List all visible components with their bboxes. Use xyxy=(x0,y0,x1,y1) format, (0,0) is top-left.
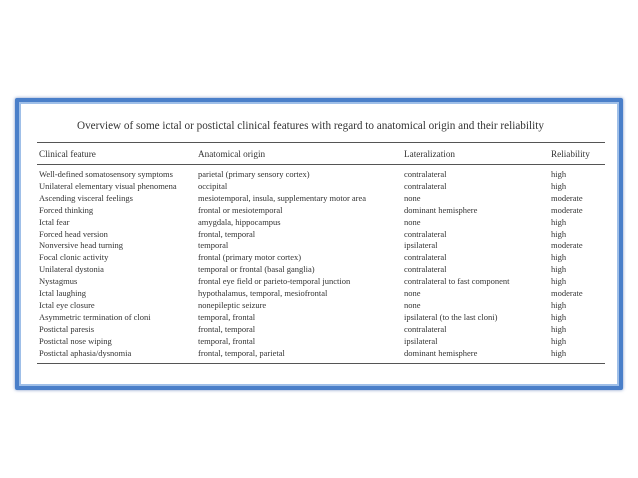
cell-reliability: high xyxy=(551,335,567,346)
cell-anatomical-origin: frontal or mesiotemporal xyxy=(198,204,283,215)
cell-lateralization: contralateral xyxy=(404,228,447,239)
cell-clinical-feature: Well-defined somatosensory symptoms xyxy=(39,169,173,179)
cell-anatomical-origin: frontal eye field or parieto-temporal junction xyxy=(198,276,351,287)
cell-reliability: high xyxy=(551,169,567,179)
table-row xyxy=(37,205,605,217)
cell-anatomical-origin: parietal (primary sensory cortex) xyxy=(198,169,310,179)
table-row xyxy=(37,217,605,229)
cell-reliability: moderate xyxy=(551,288,583,299)
cell-clinical-feature: Nystagmus xyxy=(39,276,78,287)
cell-reliability: moderate xyxy=(551,192,583,203)
cell-anatomical-origin: amygdala, hippocampus xyxy=(198,216,281,227)
cell-lateralization: none xyxy=(404,216,421,227)
table-row xyxy=(37,348,605,363)
header-clinical-feature: Clinical feature xyxy=(39,148,96,159)
table-row xyxy=(37,288,605,300)
cell-lateralization: contralateral to fast component xyxy=(404,276,510,287)
cell-clinical-feature: Postictal nose wiping xyxy=(39,335,112,346)
cell-reliability: moderate xyxy=(551,240,583,251)
cell-clinical-feature: Nonversive head turning xyxy=(39,240,124,251)
cell-lateralization: none xyxy=(404,288,421,299)
cell-reliability: high xyxy=(551,311,567,322)
cell-anatomical-origin: temporal, frontal xyxy=(198,311,256,322)
cell-reliability: moderate xyxy=(551,204,583,215)
table-row xyxy=(37,193,605,205)
cell-lateralization: ipsilateral xyxy=(404,335,438,346)
cell-clinical-feature: Postictal paresis xyxy=(39,323,95,334)
cell-anatomical-origin: hypothalamus, temporal, mesiofrontal xyxy=(198,288,328,299)
cell-clinical-feature: Asymmetric termination of cloni xyxy=(39,311,151,322)
cell-anatomical-origin: temporal xyxy=(198,240,229,251)
cell-clinical-feature: Ascending visceral feelings xyxy=(39,192,133,203)
cell-reliability: high xyxy=(551,323,567,334)
table-row xyxy=(37,240,605,252)
table-row xyxy=(37,181,605,193)
cell-reliability: high xyxy=(551,228,567,239)
cell-clinical-feature: Postictal aphasia/dysnomia xyxy=(39,347,132,358)
blue-frame xyxy=(15,98,623,390)
table-row xyxy=(37,264,605,276)
table-row xyxy=(37,276,605,288)
cell-reliability: high xyxy=(551,276,567,287)
cell-anatomical-origin: occipital xyxy=(198,180,228,191)
cell-reliability: high xyxy=(551,252,567,263)
cell-anatomical-origin: frontal (primary motor cortex) xyxy=(198,252,302,263)
table-header-row xyxy=(37,143,605,165)
cell-clinical-feature: Focal clonic activity xyxy=(39,252,109,263)
cell-reliability: high xyxy=(551,264,567,275)
cell-anatomical-origin: frontal, temporal xyxy=(198,323,256,334)
cell-anatomical-origin: temporal, frontal xyxy=(198,335,256,346)
cell-clinical-feature: Ictal laughing xyxy=(39,288,86,299)
cell-lateralization: contralateral xyxy=(404,180,447,191)
table-row xyxy=(37,336,605,348)
cell-reliability: high xyxy=(551,180,567,191)
table-row xyxy=(37,324,605,336)
clinical-features-table xyxy=(37,142,605,364)
cell-lateralization: none xyxy=(404,299,421,310)
cell-clinical-feature: Forced thinking xyxy=(39,204,94,215)
table-row xyxy=(37,165,605,181)
cell-lateralization: contralateral xyxy=(404,264,447,275)
header-lateralization: Lateralization xyxy=(404,148,456,159)
cell-clinical-feature: Unilateral elementary visual phenomena xyxy=(39,180,177,191)
table-row xyxy=(37,300,605,312)
table-caption: Overview of some ictal or postictal clinical features with regard to anatomical origin and their reliability xyxy=(77,120,544,132)
cell-anatomical-origin: frontal, temporal, parietal xyxy=(198,347,285,358)
cell-anatomical-origin: frontal, temporal xyxy=(198,228,256,239)
cell-lateralization: dominant hemisphere xyxy=(404,204,478,215)
cell-clinical-feature: Forced head version xyxy=(39,228,108,239)
table-row xyxy=(37,312,605,324)
cell-lateralization: ipsilateral (to the last cloni) xyxy=(404,311,498,322)
cell-reliability: high xyxy=(551,299,567,310)
cell-clinical-feature: Ictal eye closure xyxy=(39,299,95,310)
table-panel xyxy=(19,102,619,386)
cell-lateralization: ipsilateral xyxy=(404,240,438,251)
cell-lateralization: contralateral xyxy=(404,252,447,263)
header-anatomical-origin: Anatomical origin xyxy=(198,148,266,159)
cell-reliability: high xyxy=(551,216,567,227)
cell-anatomical-origin: temporal or frontal (basal ganglia) xyxy=(198,264,315,275)
header-reliability: Reliability xyxy=(551,148,590,159)
table-row xyxy=(37,229,605,241)
cell-lateralization: contralateral xyxy=(404,169,447,179)
cell-anatomical-origin: mesiotemporal, insula, supplementary motor area xyxy=(198,192,367,203)
cell-lateralization: none xyxy=(404,192,421,203)
cell-reliability: high xyxy=(551,347,567,358)
cell-clinical-feature: Unilateral dystonia xyxy=(39,264,104,275)
cell-anatomical-origin: nonepileptic seizure xyxy=(198,299,267,310)
cell-clinical-feature: Ictal fear xyxy=(39,216,70,227)
cell-lateralization: contralateral xyxy=(404,323,447,334)
table-row xyxy=(37,252,605,264)
cell-lateralization: dominant hemisphere xyxy=(404,347,478,358)
